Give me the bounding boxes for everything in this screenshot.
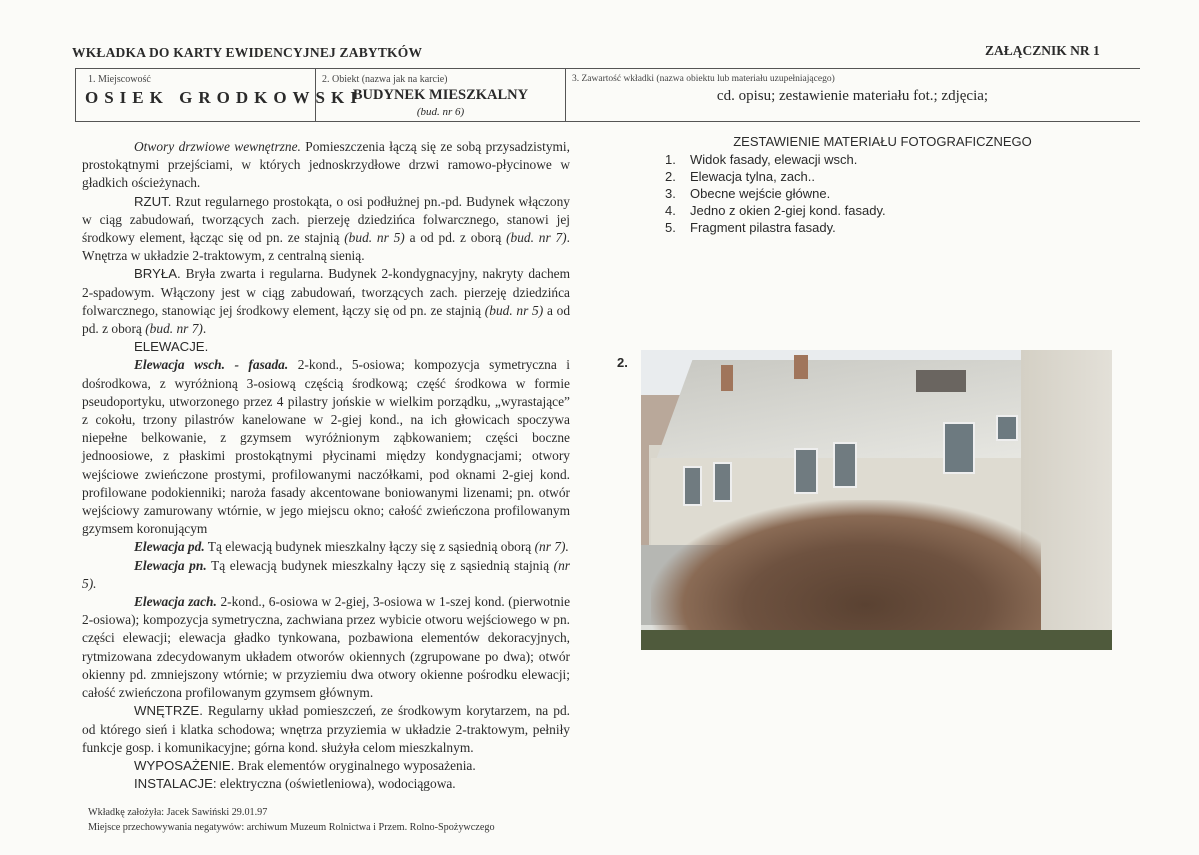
footer: [88, 805, 570, 835]
woodpile: [651, 500, 1041, 650]
description-paragraph: [82, 338, 570, 356]
window: [996, 415, 1018, 441]
item-number: 4.: [665, 203, 676, 218]
header-divider: [565, 68, 566, 121]
text-run: Rzut regularnego prostokąta, o osi podłużnej pn.-pd. Budynek włączony w ciąg zabudowań, tworzących zach. pierzeję dziedzińca folwarcznego, stanowi jej środkowy element, łącząc się od pn. ze stajnią: [82, 193, 570, 246]
window: [713, 462, 732, 502]
object-label: 2. Obiekt (nazwa jak na karcie): [322, 74, 448, 85]
window: [833, 442, 857, 488]
object-subtitle: (bud. nr 6): [416, 106, 465, 118]
italic-reference: (bud. nr 5): [484, 302, 544, 318]
item-text: Elewacja tylna, zach..: [690, 169, 816, 184]
text-run: 2-kond., 5-osiowa; kompozycja symetryczna i dośrodkowa, z wyróżnioną 3-osiową częścią środkową; część środkowa w formie pseudoportyku, utworzonego przez 4 pilastry jońskie w wielkim porządku, „wyrastające” z cokołu, trzony pilastrów kanelowane w 2-giej kond., na ich głowicach spoczywa niepełne belkowanie, z gzymsem wyróżnionym ząbkowaniem; części boczne jednoosiowe, z płaskimi prostokątnymi płycinami między kondygnacjami; otwory wejściowe zwieńczone prostymi, profilowanymi naczółkami, pod oknami 2-giej kond. profilowane podokienniki; naroża fasady akcentowane boniowanymi lizenami; pn. otwór wejściowy zamurowany wtórnie, w jego miejscu okno; całość zwieńczona profilowanym gzymsem koronującym: [82, 357, 571, 537]
text-run: Brak elementów oryginalnego wyposażenia.: [234, 757, 476, 773]
photo-list: [665, 151, 886, 236]
description-paragraph: [82, 356, 570, 538]
description-paragraph: [82, 138, 570, 193]
italic-reference: (bud. nr 7): [145, 321, 203, 337]
ground: [641, 630, 1112, 650]
header-rule-top: [75, 68, 1140, 69]
photo-list-item: [665, 151, 886, 168]
description-paragraph: [82, 193, 570, 266]
photo-number: 2.: [617, 355, 628, 370]
text-run: .: [202, 321, 207, 337]
header-rule-bottom: [75, 121, 1140, 122]
window: [794, 448, 818, 494]
text-run: . Wnętrza w układzie 2-traktowym, z centralną sienią.: [82, 230, 570, 264]
section-heading: Elewacja wsch. - fasada.: [134, 357, 289, 373]
contents-label: 3. Zawartość wkładki (nazwa obiektu lub materiału uzupełniającego): [572, 74, 835, 84]
locality-value: OSIEK GRODKOWSKI: [85, 88, 363, 107]
description-paragraph: [82, 702, 570, 757]
window: [943, 422, 975, 474]
description-body: [82, 138, 570, 793]
section-heading: Elewacja pn.: [134, 557, 207, 573]
text-run: Regularny układ pomieszczeń, ze środkowym korytarzem, na pd. od którego sień i klatka schodowa; wnętrza przyziemia w układzie 2-traktowym, pełniły funkcje gosp. i komunikacyjne; górna kond. służyła celom mieszkalnym.: [82, 703, 570, 755]
photo-list-item: [665, 185, 886, 202]
text-run: 2-kond., 6-osiowa w 2-giej, 3-osiowa w 1-szej kond. (pierwotnie 2-osiowa); kompozycja symetryczna, zachwiana przez wybicie otworu wejściowego w pn. części elewacji; elewacja gładko tynkowana, pozbawiona elementów dekoracyjnych, rytmizowana zdecydowanym układem otworów okiennych (zgrupowane po dwa); otwór okienny pd. zmniejszony wtórnie; w przyziemiu dwa otwory okienne pośrodku elewacji; całość zwieńczona profilowanym gzymsem głównym.: [82, 594, 571, 701]
section-heading: WNĘTRZE.: [134, 703, 203, 719]
roof-slope: [656, 360, 1062, 460]
section-heading: Elewacja zach.: [134, 594, 217, 610]
description-paragraph: [82, 593, 570, 702]
description-paragraph: [82, 557, 570, 593]
section-heading: ELEWACJE.: [134, 339, 209, 355]
section-heading: INSTALACJE:: [134, 776, 217, 792]
italic-reference: (nr 7).: [534, 539, 569, 555]
italic-reference: (nr 5).: [82, 557, 571, 591]
chimney: [721, 365, 733, 391]
chimney: [794, 355, 808, 379]
text-run: Tą elewacją budynek mieszkalny łączy się z sąsiednią oborą: [204, 539, 535, 555]
section-heading: WYPOSAŻENIE.: [134, 757, 235, 773]
dormer: [916, 370, 966, 392]
description-paragraph: [82, 265, 570, 338]
item-text: Fragment pilastra fasady.: [690, 220, 836, 235]
item-text: Widok fasady, elewacji wsch.: [690, 152, 858, 167]
text-run: elektryczna (oświetleniowa), wodociągowa.: [216, 776, 456, 792]
document-title: WKŁADKA DO KARTY EWIDENCYJNEJ ZABYTKÓW: [72, 45, 423, 60]
text-run: Tą elewacją budynek mieszkalny łączy się z sąsiednią stajnią: [206, 557, 554, 573]
photo-list-item: [665, 219, 886, 236]
storage-line: Miejsce przechowywania negatywów: archiwum Muzeum Rolnictwa i Przem. Rolno-Spożywczego: [88, 822, 495, 834]
item-number: 5.: [665, 220, 676, 235]
italic-reference: Otwory drzwiowe wewnętrzne.: [134, 139, 301, 154]
description-paragraph: [82, 538, 570, 556]
text-run: a od pd. z oborą: [404, 230, 507, 246]
text-run: Bryła zwarta i regularna. Budynek 2-kondygnacyjny, nakryty dachem 2-spadowym. Włączony jest w ciąg zabudowań, tworzących zach. pierzeję dziedzińca folwarcznego, stanowiąc jej środkowy element, łączy się od pn. ze stajnią: [82, 266, 570, 318]
italic-reference: (bud. nr 7): [506, 230, 567, 246]
item-number: 2.: [665, 169, 676, 184]
object-value: BUDYNEK MIESZKALNY: [352, 87, 529, 103]
left-column: [82, 138, 570, 835]
section-heading: Elewacja pd.: [134, 539, 205, 555]
section-heading: BRYŁA.: [134, 266, 181, 282]
text-run: Pomieszczenia łączą się ze sobą przysadzistymi, prostokątnymi przejściami, w których jednoskrzydłowe drzwi ramowo-płycinowe w gładkich ościeżynach.: [82, 139, 571, 191]
item-number: 3.: [665, 186, 676, 201]
photo-list-title: ZESTAWIENIE MATERIAŁU FOTOGRAFICZNEGO: [733, 134, 1032, 149]
locality-label: 1. Miejscowość: [88, 74, 151, 85]
description-paragraph: [82, 757, 570, 775]
italic-reference: (bud. nr 5): [344, 230, 405, 246]
photo-list-item: [665, 168, 886, 185]
description-paragraph: [82, 775, 570, 793]
item-text: Jedno z okien 2-giej kond. fasady.: [690, 203, 886, 218]
contents-value: cd. opisu; zestawienie materiału fot.; zdjęcia;: [716, 88, 989, 104]
item-number: 1.: [665, 152, 676, 167]
text-run: a od pd. z oborą: [82, 302, 571, 337]
photo-list-item: [665, 202, 886, 219]
section-heading: RZUT.: [134, 193, 172, 209]
header-divider: [75, 68, 76, 121]
item-text: Obecne wejście główne.: [690, 186, 831, 201]
building-photo: [641, 350, 1112, 650]
author-line: Wkładkę założyła: Jacek Sawiński 29.01.97: [88, 807, 268, 819]
annex-label: ZAŁĄCZNIK NR 1: [985, 43, 1100, 58]
